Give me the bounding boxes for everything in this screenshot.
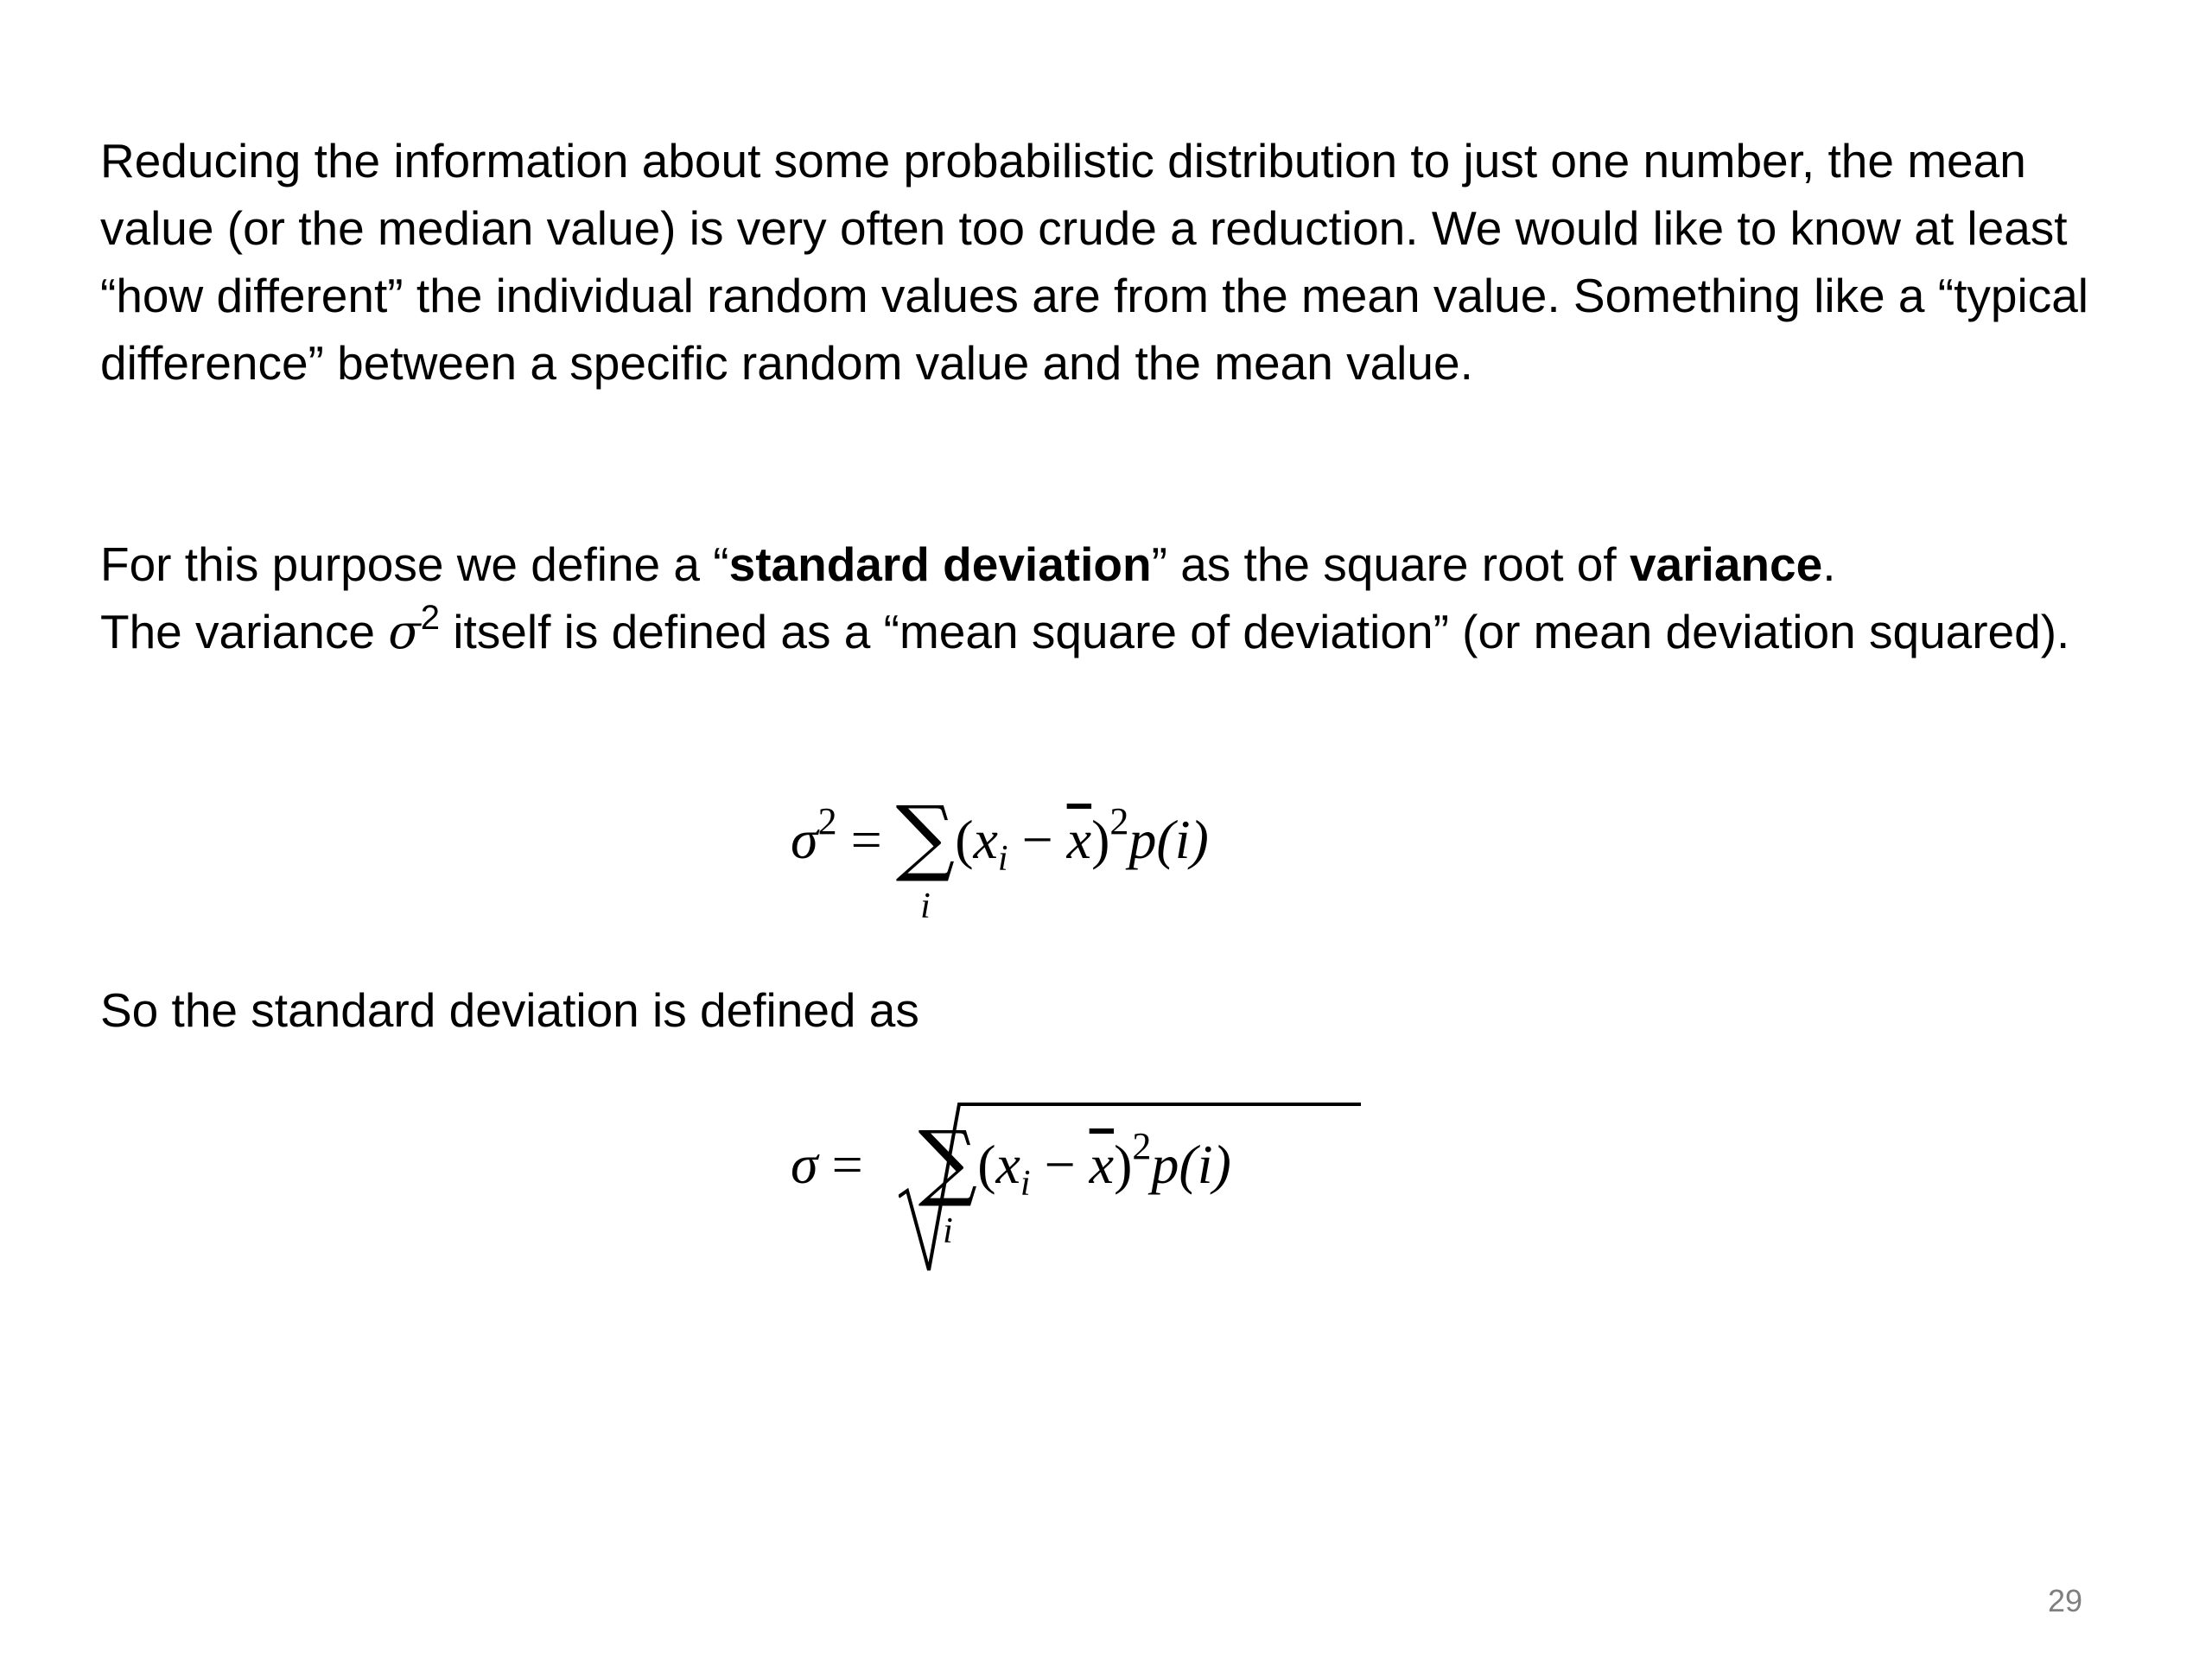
variance-p-arg: (i) (1156, 809, 1209, 870)
variance-minus: − (1021, 809, 1053, 870)
sd-x-subscript: i (1020, 1164, 1031, 1204)
variance-sum (895, 788, 956, 926)
page-number: 29 (2047, 1583, 2082, 1618)
variance-p: p (1128, 809, 1157, 870)
inline-sigma: σ (388, 604, 421, 659)
sd-open-paren: ( (977, 1134, 996, 1195)
standard-deviation-term: standard deviation (728, 537, 1152, 591)
definition-line2-start: The variance (100, 605, 389, 658)
standard-deviation-formula (791, 1113, 1231, 1251)
variance-x: x (973, 809, 998, 870)
definition-line1-start: For this purpose we define a “ (100, 537, 729, 591)
variance-open-paren: ( (955, 809, 974, 870)
sum-symbol: ∑ (895, 788, 956, 885)
variance-x-subscript: i (997, 839, 1008, 879)
definition-line2-rest: itself is defined as a “mean square of deviation” (or mean deviation squared). (440, 605, 2070, 658)
sd-equals: = (831, 1134, 863, 1195)
sd-intro-paragraph (100, 976, 2122, 1044)
sd-sum (918, 1113, 978, 1251)
sd-sum-symbol: ∑ (918, 1113, 978, 1210)
variance-equals: = (850, 809, 882, 870)
sd-p: p (1151, 1134, 1179, 1195)
variance-formula (791, 788, 1209, 926)
sd-close-paren: ) (1114, 1134, 1133, 1195)
sd-squared: 2 (1132, 1125, 1152, 1167)
intro-paragraph-text: Reducing the information about some probabilistic distribution to just one number, the mean value (or the median value) is very often too crude a reduction. We would like to know at least “how different” the individual random values are from the mean value. Something like a “typical difference” between a specific random value and the mean value. (100, 134, 2089, 390)
variance-lhs-sigma: σ (791, 809, 818, 870)
definition-line1-middle: ” as the square root of (1151, 537, 1630, 591)
sum-index: i (920, 887, 931, 926)
variance-lhs-exponent: 2 (817, 800, 837, 842)
sd-lhs-sigma: σ (791, 1134, 818, 1195)
sd-intro-text: So the standard deviation is defined as (100, 983, 919, 1037)
definition-line1-end: . (1822, 537, 1836, 591)
sd-p-arg: (i) (1179, 1134, 1231, 1195)
inline-sigma-exponent: 2 (420, 599, 441, 637)
variance-x-bar: $\overline{x}$ (1066, 809, 1092, 870)
intro-paragraph (100, 127, 2122, 397)
sd-sum-index: i (943, 1211, 953, 1251)
variance-term: variance (1629, 537, 1823, 591)
sd-minus: − (1044, 1134, 1076, 1195)
sd-x: x (995, 1134, 1020, 1195)
variance-squared: 2 (1109, 800, 1129, 842)
definition-paragraph (100, 531, 2122, 665)
sd-x-bar: $\overline{x}$ (1089, 1134, 1115, 1195)
variance-close-paren: ) (1091, 809, 1110, 870)
